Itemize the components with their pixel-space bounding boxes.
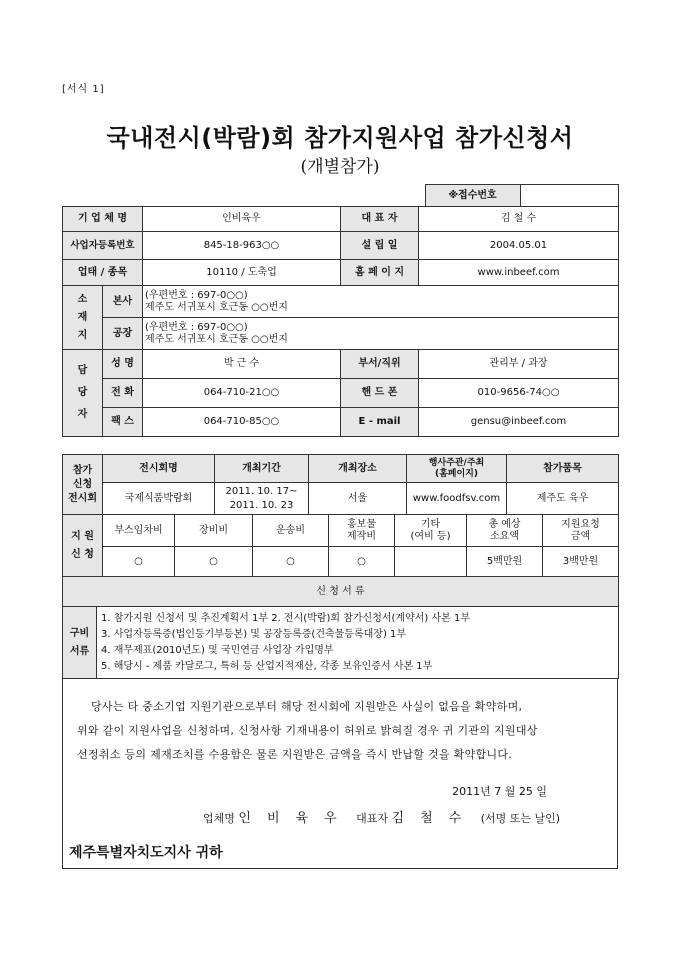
exhibition-item-field[interactable]: 제주도 육우 bbox=[507, 483, 619, 515]
mobile-label: 핸 드 폰 bbox=[341, 379, 419, 408]
exhibition-place-field[interactable]: 서울 bbox=[309, 483, 407, 515]
total-header: 총 예상 소요액 bbox=[467, 515, 543, 547]
request-field[interactable]: 3백만원 bbox=[543, 547, 619, 577]
other-field[interactable] bbox=[395, 547, 467, 577]
shipping-field[interactable]: ○ bbox=[253, 547, 329, 577]
email-label: E - mail bbox=[341, 408, 419, 437]
booth-header: 부스임차비 bbox=[103, 515, 175, 547]
request-header: 지원요청 금액 bbox=[543, 515, 619, 547]
list-item: 5. 해당시 - 제품 카달로그, 특허 등 산업지적재산, 각종 보유인증서 사본 1부 bbox=[101, 660, 433, 672]
email-field[interactable]: gensu@inbeef.com bbox=[419, 408, 619, 437]
dept-field[interactable]: 관리부 / 과장 bbox=[419, 350, 619, 379]
documents-list bbox=[97, 607, 619, 679]
factory-address-field[interactable]: (우편번호 : 697-0○○) 제주도 서귀포시 호근동 ○○번지 bbox=[143, 318, 619, 350]
established-field[interactable]: 2004.05.01 bbox=[419, 232, 619, 260]
exhibition-period-header: 개최기간 bbox=[215, 455, 309, 483]
business-type-label: 업태 / 종목 bbox=[63, 260, 143, 286]
homepage-label: 홈 페 이 지 bbox=[341, 260, 419, 286]
tel-label: 전 화 bbox=[103, 379, 143, 408]
company-table bbox=[62, 206, 619, 437]
manager-label: 담 당 자 bbox=[63, 350, 103, 437]
company-label: 업체명 bbox=[203, 812, 235, 825]
receipt-table bbox=[62, 184, 619, 207]
list-item: 3. 사업자등록증(법인등기부등본) 및 공장등록증(건축물등록대장) 1부 bbox=[101, 628, 407, 640]
documents-table bbox=[62, 576, 619, 679]
company-signature-field[interactable]: 인비육우 bbox=[238, 811, 353, 826]
hq-address-field[interactable]: (우편번호 : 697-0○○) 제주도 서귀포시 호근동 ○○번지 bbox=[143, 286, 619, 318]
receipt-no-field[interactable] bbox=[520, 185, 618, 207]
page-title: 국내전시(박람)회 참가지원사업 참가신청서 bbox=[106, 124, 574, 152]
company-name-label: 기 업 체 명 bbox=[63, 207, 143, 232]
booth-field[interactable]: ○ bbox=[103, 547, 175, 577]
promo-field[interactable]: ○ bbox=[329, 547, 395, 577]
company-name-field[interactable]: 인비육우 bbox=[143, 207, 341, 232]
manager-name-field[interactable]: 박 근 수 bbox=[143, 350, 341, 379]
representative-label: 대 표 자 bbox=[341, 207, 419, 232]
exhibition-name-header: 전시회명 bbox=[103, 455, 215, 483]
receipt-no-label: ※접수번호 bbox=[425, 185, 520, 207]
addressee: 제주특별자치도지사 귀하 bbox=[69, 845, 223, 861]
signature-note: (서명 또는 날인) bbox=[480, 812, 561, 825]
business-number-field[interactable]: 845-18-963○○ bbox=[143, 232, 341, 260]
rep-label: 대표자 bbox=[356, 812, 389, 825]
homepage-field[interactable]: www.inbeef.com bbox=[419, 260, 619, 286]
business-type-field[interactable]: 10110 / 도축업 bbox=[143, 260, 341, 286]
equipment-field[interactable]: ○ bbox=[175, 547, 253, 577]
established-label: 설 립 일 bbox=[341, 232, 419, 260]
location-label: 소 재 지 bbox=[63, 286, 103, 350]
exhibition-label: 참가 신청 전시회 bbox=[63, 455, 103, 515]
exhibition-host-field[interactable]: www.foodfsv.com bbox=[407, 483, 507, 515]
exhibition-item-header: 참가품목 bbox=[507, 455, 619, 483]
exhibition-name-field[interactable]: 국제식품박람회 bbox=[103, 483, 215, 515]
total-field[interactable]: 5백만원 bbox=[467, 547, 543, 577]
page-subtitle: (개별참가) bbox=[300, 157, 380, 177]
dept-label: 부서/직위 bbox=[341, 350, 419, 379]
signature-line bbox=[203, 807, 613, 826]
equipment-header: 장비비 bbox=[175, 515, 253, 547]
exhibition-period-field[interactable]: 2011. 10. 17~ 2011. 10. 23 bbox=[215, 483, 309, 515]
form-label: [서식 1] bbox=[62, 84, 105, 95]
shipping-header: 운송비 bbox=[253, 515, 329, 547]
exhibition-table bbox=[62, 454, 619, 515]
promo-header: 홍보물 제작비 bbox=[329, 515, 395, 547]
other-header: 기타 (여비 등) bbox=[395, 515, 467, 547]
rep-signature-field[interactable]: 김철수 bbox=[391, 811, 478, 826]
tel-field[interactable]: 064-710-21○○ bbox=[143, 379, 341, 408]
hq-label: 본사 bbox=[103, 286, 143, 318]
business-number-label: 사업자등록번호 bbox=[63, 232, 143, 260]
list-item: 1. 참가지원 신청서 및 추진계획서 1부 2. 전시(박람)회 참가신청서(계약서) 사본 1부 bbox=[101, 612, 470, 624]
documents-label: 구비 서류 bbox=[63, 607, 97, 679]
mobile-field[interactable]: 010-9656-74○○ bbox=[419, 379, 619, 408]
fax-label: 팩 스 bbox=[103, 408, 143, 437]
representative-field[interactable]: 김 철 수 bbox=[419, 207, 619, 232]
list-item: 4. 재무제표(2010년도) 및 국민연금 사업장 가입명부 bbox=[101, 644, 334, 656]
fax-field[interactable]: 064-710-85○○ bbox=[143, 408, 341, 437]
exhibition-place-header: 개최장소 bbox=[309, 455, 407, 483]
declaration-text: 당사는 타 중소기업 지원기관으로부터 해당 전시회에 지원받은 사실이 없음을 확약하며, 위와 같이 지원사업을 신청하며, 신청사항 기재내용이 허위로 밝혀질 경우 귀 기관의 지원대상 선정취소 등의 제재조치를 수용함은 물론 지원받은 금액을 즉시 반납할 것을 확약합니다. bbox=[77, 700, 538, 761]
declaration-box bbox=[62, 679, 618, 869]
support-label: 지 원 신 청 bbox=[63, 515, 103, 577]
factory-label: 공장 bbox=[103, 318, 143, 350]
documents-header: 신 청 서 류 bbox=[63, 577, 619, 607]
exhibition-host-header: 행사주관/주최 (홈페이지) bbox=[407, 455, 507, 483]
support-table bbox=[62, 514, 619, 577]
declaration-date[interactable]: 2011년 7 월 25 일 bbox=[452, 785, 547, 798]
manager-name-label: 성 명 bbox=[103, 350, 143, 379]
